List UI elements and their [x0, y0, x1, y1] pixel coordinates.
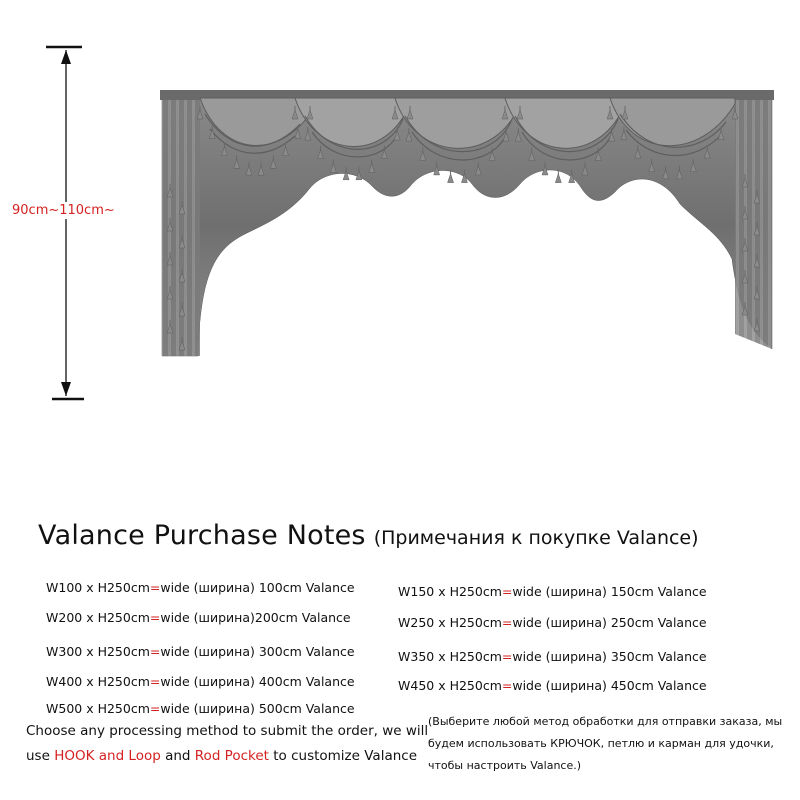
note-ru-line2: будем использовать КРЮЧОК, петлю и карман для удочки,: [428, 737, 774, 750]
size-line-w100: W100 x H250cm=wide (ширина) 100cm Valance: [46, 580, 355, 595]
size-line-w200: W200 x H250cm=wide (ширина)200cm Valance: [46, 610, 351, 625]
size-line-w500: W500 x H250cm=wide (ширина) 500cm Valance: [46, 701, 355, 716]
size-line-w250: W250 x H250cm=wide (ширина) 250cm Valance: [398, 615, 707, 630]
size-line-w150: W150 x H250cm=wide (ширина) 150cm Valance: [398, 584, 707, 599]
note-ru-line3: чтобы настроить Valance.): [428, 759, 582, 772]
title-sub: (Примечания к покупке Valance): [373, 527, 699, 549]
size-line-w350: W350 x H250cm=wide (ширина) 350cm Valance: [398, 649, 707, 664]
note-en-line2: use HOOK and Loop and Rod Pocket to customize Valance: [26, 748, 418, 764]
left-jabot: [162, 94, 200, 356]
valance-image: [160, 84, 775, 364]
hook-and-loop-highlight: HOOK and Loop: [54, 748, 161, 764]
dimension-arrow-down: [61, 382, 71, 396]
rod-pocket-highlight: Rod Pocket: [194, 748, 269, 764]
size-line-w450: W450 x H250cm=wide (ширина) 450cm Valance: [398, 678, 707, 693]
purchase-notes-title: [38, 520, 699, 551]
size-line-w400: W400 x H250cm=wide (ширина) 400cm Valance: [46, 674, 355, 689]
dimension-label: 90cm~110cm~: [12, 203, 115, 218]
title-main: Valance Purchase Notes: [38, 520, 366, 551]
right-jabot: [735, 94, 772, 349]
dimension-arrow-up: [61, 50, 71, 64]
note-en-line1: Choose any processing method to submit the order, we will: [26, 723, 429, 739]
size-line-w300: W300 x H250cm=wide (ширина) 300cm Valance: [46, 644, 355, 659]
note-ru-line1: (Выберите любой метод обработки для отправки заказа, мы: [428, 715, 783, 728]
